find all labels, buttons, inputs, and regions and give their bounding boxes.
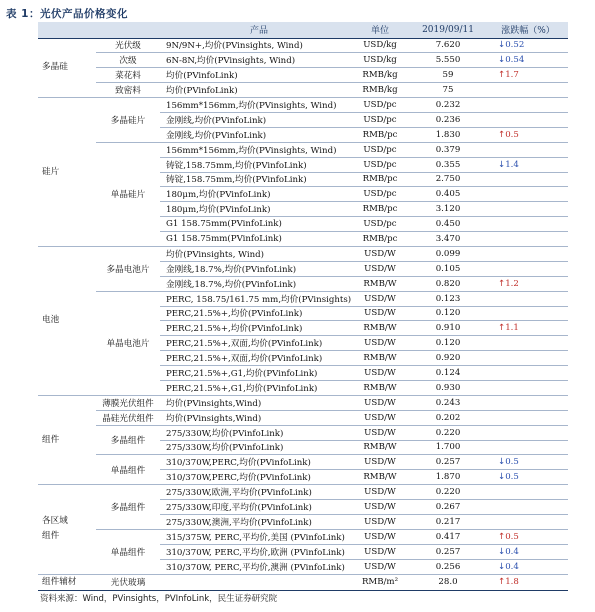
unit-cell: USD/W [352, 544, 408, 559]
price-cell: 5.550 [408, 53, 488, 68]
change-cell [488, 321, 568, 336]
price-cell: 3.120 [408, 202, 488, 217]
change-cell [488, 380, 568, 395]
change-cell [488, 172, 568, 187]
change-cell [488, 351, 568, 366]
price-cell: 0.379 [408, 142, 488, 157]
product-cell: 180μm,均价(PVinfoLink) [160, 187, 352, 202]
subcategory-cell: 多晶电池片 [96, 246, 160, 291]
change-cell [488, 366, 568, 381]
change-cell [488, 68, 568, 83]
change-value: 1.7 [505, 70, 519, 81]
change-cell [488, 485, 568, 500]
change-value: 0.5 [505, 472, 519, 483]
unit-cell: USD/kg [352, 53, 408, 68]
arrow-down-icon: ↓ [498, 561, 506, 572]
change-cell [488, 157, 568, 172]
price-cell: 0.220 [408, 485, 488, 500]
subcategory-cell: 致密料 [96, 83, 160, 98]
unit-cell: USD/pc [352, 217, 408, 232]
change-cell [488, 276, 568, 291]
product-cell: 315/375W, PERC,平均价,美国 (PVinfoLink) [160, 529, 352, 544]
table-row [38, 574, 568, 590]
change-value: 0.4 [505, 546, 519, 557]
price-cell: 0.267 [408, 500, 488, 515]
unit-cell: USD/W [352, 425, 408, 440]
arrow-up-icon: ↑ [498, 70, 506, 81]
unit-cell: RMB/W [352, 440, 408, 455]
unit-cell: USD/W [352, 395, 408, 410]
product-cell: PERC,21.5%+,G1,均价(PVinfoLink) [160, 366, 352, 381]
price-cell: 0.120 [408, 336, 488, 351]
change-cell [488, 455, 568, 470]
change-cell [488, 425, 568, 440]
product-cell: 9N/9N+,均价(PVinsights, Wind) [160, 38, 352, 53]
change-cell [488, 261, 568, 276]
price-cell: 59 [408, 68, 488, 83]
unit-cell: USD/W [352, 261, 408, 276]
unit-cell: USD/W [352, 366, 408, 381]
unit-cell: USD/W [352, 515, 408, 530]
product-cell: 6N-8N,均价(PVinsights, Wind) [160, 53, 352, 68]
unit-cell: USD/pc [352, 142, 408, 157]
subcategory-cell: 薄膜光伏组件 [96, 395, 160, 410]
change-cell [488, 470, 568, 485]
product-cell [160, 574, 352, 590]
product-cell: 310/370W,PERC,均价(PVinfoLink) [160, 455, 352, 470]
change-value: 1.4 [505, 159, 519, 170]
product-cell: 均价(PVinsights,Wind) [160, 395, 352, 410]
product-cell: 156mm*156mm,均价(PVinsights, Wind) [160, 142, 352, 157]
unit-cell: USD/W [352, 500, 408, 515]
unit-cell: USD/pc [352, 112, 408, 127]
arrow-down-icon: ↓ [498, 159, 506, 170]
change-cell [488, 98, 568, 113]
unit-cell: RMB/W [352, 321, 408, 336]
change-cell [488, 515, 568, 530]
header-product: 产品 [160, 22, 352, 38]
change-value: 0.5 [505, 457, 519, 468]
unit-cell: RMB/kg [352, 68, 408, 83]
unit-cell: RMB/pc [352, 202, 408, 217]
subcategory-cell: 光伏级 [96, 38, 160, 53]
price-cell: 28.0 [408, 574, 488, 590]
price-cell: 0.257 [408, 455, 488, 470]
product-cell: 铸锭,158.75mm,均价(PVinfoLink) [160, 157, 352, 172]
change-cell [488, 202, 568, 217]
price-cell: 0.355 [408, 157, 488, 172]
category-cell: 硅片 [38, 98, 96, 247]
change-cell [488, 529, 568, 544]
header-unit: 单位 [352, 22, 408, 38]
product-cell: 275/330W,澳洲,平均价(PVinfoLink) [160, 515, 352, 530]
arrow-down-icon: ↓ [498, 546, 506, 557]
source-note: 资料来源：Wind，PVinsights，PVInfoLink，民生证券研究院 [40, 594, 278, 604]
unit-cell: USD/W [352, 455, 408, 470]
change-cell [488, 217, 568, 232]
price-cell: 75 [408, 83, 488, 98]
price-cell: 1.870 [408, 470, 488, 485]
price-cell: 0.232 [408, 98, 488, 113]
product-cell: 156mm*156mm,均价(PVinsights, Wind) [160, 98, 352, 113]
unit-cell: USD/W [352, 246, 408, 261]
product-cell: PERC,21.5%+,双面,均价(PVinfoLink) [160, 351, 352, 366]
unit-cell: RMB/pc [352, 232, 408, 247]
price-cell: 0.217 [408, 515, 488, 530]
arrow-up-icon: ↑ [498, 129, 506, 140]
change-cell [488, 336, 568, 351]
change-value: 0.5 [505, 129, 519, 140]
change-cell [488, 410, 568, 425]
product-cell: 均价(PVinsights,Wind) [160, 410, 352, 425]
product-cell: 金刚线,18.7%,均价(PVinfoLink) [160, 261, 352, 276]
subcategory-cell: 菜花料 [96, 68, 160, 83]
table-row [38, 38, 568, 53]
change-value: 0.5 [505, 531, 519, 542]
change-value: 0.4 [505, 561, 519, 572]
category-cell: 多晶硅 [38, 38, 96, 98]
change-cell [488, 559, 568, 574]
header-date: 2019/09/11 [408, 22, 488, 38]
price-cell: 0.099 [408, 246, 488, 261]
change-value: 1.1 [505, 323, 519, 334]
change-cell [488, 83, 568, 98]
category-cell: 组件辅材 [38, 574, 96, 590]
product-cell: PERC,21.5%+,G1,均价(PVinfoLink) [160, 380, 352, 395]
price-cell: 0.220 [408, 425, 488, 440]
unit-cell: RMB/W [352, 470, 408, 485]
price-cell: 0.256 [408, 559, 488, 574]
subcategory-cell: 单晶电池片 [96, 291, 160, 395]
product-cell: G1 158.75mm(PVinfoLink) [160, 232, 352, 247]
table-row [38, 395, 568, 410]
change-cell [488, 53, 568, 68]
change-value: 1.2 [505, 278, 519, 289]
arrow-down-icon: ↓ [498, 55, 506, 66]
arrow-up-icon: ↑ [498, 323, 506, 334]
product-cell: 均价(PVinsights, Wind) [160, 246, 352, 261]
arrow-up-icon: ↑ [498, 577, 506, 588]
price-cell: 0.405 [408, 187, 488, 202]
price-cell: 0.243 [408, 395, 488, 410]
unit-cell: USD/W [352, 485, 408, 500]
price-cell: 0.910 [408, 321, 488, 336]
change-cell [488, 395, 568, 410]
table-row [38, 68, 568, 83]
product-cell: PERC,21.5%+,均价(PVinfoLink) [160, 321, 352, 336]
change-cell [488, 38, 568, 53]
subcategory-cell: 多晶组件 [96, 485, 160, 530]
price-cell: 2.750 [408, 172, 488, 187]
subcategory-cell: 多晶硅片 [96, 98, 160, 143]
product-cell: 310/370W,PERC,均价(PVinfoLink) [160, 470, 352, 485]
arrow-up-icon: ↑ [498, 531, 506, 542]
product-cell: PERC,21.5%+,均价(PVinfoLink) [160, 306, 352, 321]
product-cell: 275/330W,均价(PVinfoLink) [160, 440, 352, 455]
unit-cell: USD/W [352, 306, 408, 321]
change-cell [488, 306, 568, 321]
product-cell: 铸锭,158.75mm,均价(PVinfoLink) [160, 172, 352, 187]
product-cell: 275/330W,均价(PVinfoLink) [160, 425, 352, 440]
change-cell [488, 246, 568, 261]
subcategory-cell: 晶硅光伏组件 [96, 410, 160, 425]
price-cell: 0.257 [408, 544, 488, 559]
unit-cell: USD/W [352, 559, 408, 574]
table-row [38, 98, 568, 113]
product-cell: 金刚线,均价(PVinfoLink) [160, 112, 352, 127]
change-cell [488, 142, 568, 157]
arrow-down-icon: ↓ [498, 457, 506, 468]
unit-cell: RMB/pc [352, 172, 408, 187]
product-cell: 310/370W, PERC,平均价,欧洲 (PVinfoLink) [160, 544, 352, 559]
price-cell: 3.470 [408, 232, 488, 247]
change-value: 0.52 [505, 40, 525, 51]
subcategory-cell: 多晶组件 [96, 425, 160, 455]
change-cell [488, 232, 568, 247]
unit-cell: USD/W [352, 529, 408, 544]
price-cell: 0.450 [408, 217, 488, 232]
unit-cell: RMB/m² [352, 574, 408, 590]
unit-cell: USD/W [352, 336, 408, 351]
product-cell: 275/330W,印度,平均价(PVinfoLink) [160, 500, 352, 515]
subcategory-cell: 单晶组件 [96, 529, 160, 574]
category-cell: 各区域 组件 [38, 485, 96, 574]
table-row [38, 529, 568, 544]
change-cell [488, 574, 568, 590]
arrow-up-icon: ↑ [498, 278, 506, 289]
unit-cell: RMB/pc [352, 127, 408, 142]
subcategory-cell: 次级 [96, 53, 160, 68]
price-cell: 0.920 [408, 351, 488, 366]
unit-cell: RMB/W [352, 351, 408, 366]
arrow-down-icon: ↓ [498, 40, 506, 51]
product-cell: 均价(PVinfoLink) [160, 68, 352, 83]
table-title: 表 1：光伏产品价格变化 [6, 8, 128, 20]
table-body [38, 38, 568, 590]
price-cell: 0.123 [408, 291, 488, 306]
price-cell: 0.930 [408, 380, 488, 395]
table-row [38, 455, 568, 470]
header-category [38, 22, 96, 38]
header-subcategory [96, 22, 160, 38]
product-cell: 275/330W,欧洲,平均价(PVinfoLink) [160, 485, 352, 500]
table-row [38, 410, 568, 425]
product-cell: 均价(PVinfoLink) [160, 83, 352, 98]
product-cell: 180μm,均价(PVinfoLink) [160, 202, 352, 217]
product-cell: PERC,21.5%+,双面,均价(PVinfoLink) [160, 336, 352, 351]
price-table [38, 22, 568, 591]
unit-cell: USD/pc [352, 98, 408, 113]
product-cell: 金刚线,18.7%,均价(PVinfoLink) [160, 276, 352, 291]
change-cell [488, 127, 568, 142]
price-cell: 0.124 [408, 366, 488, 381]
unit-cell: RMB/kg [352, 83, 408, 98]
change-cell [488, 544, 568, 559]
subcategory-cell: 单晶组件 [96, 455, 160, 485]
header-change: 涨跌幅（%） [488, 22, 568, 38]
table-row [38, 53, 568, 68]
table-row [38, 83, 568, 98]
change-value: 1.8 [505, 577, 519, 588]
change-cell [488, 112, 568, 127]
price-cell: 0.820 [408, 276, 488, 291]
price-cell: 0.202 [408, 410, 488, 425]
change-cell [488, 291, 568, 306]
category-cell: 组件 [38, 395, 96, 484]
product-cell: PERC, 158.75/161.75 mm,均价(PVinsights) [160, 291, 352, 306]
arrow-down-icon: ↓ [498, 472, 506, 483]
price-cell: 0.236 [408, 112, 488, 127]
table-row [38, 291, 568, 306]
table-row [38, 142, 568, 157]
unit-cell: USD/W [352, 291, 408, 306]
unit-cell: USD/pc [352, 157, 408, 172]
product-cell: G1 158.75mm(PVinfoLink) [160, 217, 352, 232]
product-cell: 310/370W, PERC,平均价,澳洲 (PVinfoLink) [160, 559, 352, 574]
change-value: 0.54 [505, 55, 525, 66]
change-cell [488, 187, 568, 202]
product-cell: 金刚线,均价(PVinfoLink) [160, 127, 352, 142]
price-cell: 0.417 [408, 529, 488, 544]
price-cell: 7.620 [408, 38, 488, 53]
price-cell: 0.105 [408, 261, 488, 276]
table-row [38, 425, 568, 440]
change-cell [488, 500, 568, 515]
price-cell: 1.700 [408, 440, 488, 455]
subcategory-cell: 光伏玻璃 [96, 574, 160, 590]
unit-cell: USD/pc [352, 187, 408, 202]
category-cell: 电池 [38, 246, 96, 395]
price-table-container [38, 22, 558, 591]
change-cell [488, 440, 568, 455]
price-cell: 0.120 [408, 306, 488, 321]
unit-cell: RMB/W [352, 380, 408, 395]
unit-cell: USD/kg [352, 38, 408, 53]
unit-cell: USD/W [352, 410, 408, 425]
unit-cell: RMB/W [352, 276, 408, 291]
table-header-row [38, 22, 568, 38]
table-row [38, 485, 568, 500]
table-row [38, 246, 568, 261]
subcategory-cell: 单晶硅片 [96, 142, 160, 246]
price-cell: 1.830 [408, 127, 488, 142]
